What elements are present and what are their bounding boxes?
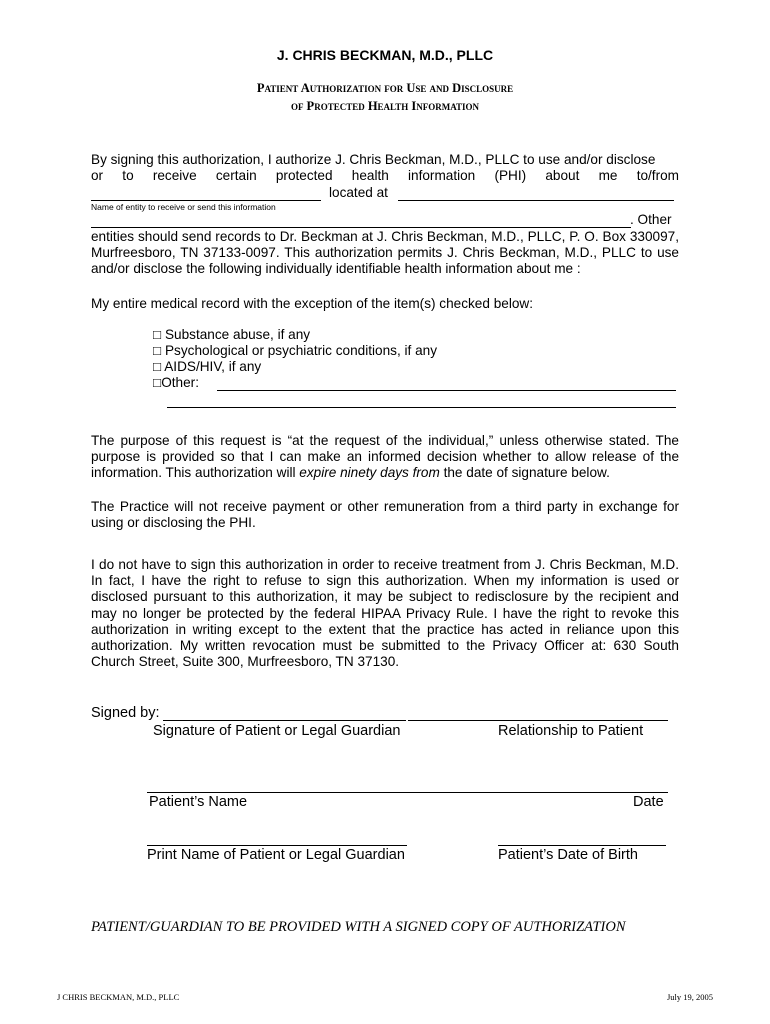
- checkbox-other[interactable]: □Other:: [153, 375, 199, 390]
- print-name-field[interactable]: [147, 845, 407, 846]
- other-field-line2[interactable]: [167, 407, 676, 408]
- signature-field[interactable]: [163, 720, 406, 721]
- entity-name-field[interactable]: [91, 200, 321, 201]
- payment-paragraph: The Practice will not receive payment or other remuneration from a third party in exchange for using or disclosing the PHI.: [91, 499, 679, 531]
- dob-label: Patient’s Date of Birth: [498, 847, 638, 863]
- checkbox-substance-abuse[interactable]: □ Substance abuse, if any: [153, 327, 311, 342]
- patient-name-label: Patient’s Name: [149, 794, 248, 810]
- dob-field[interactable]: [498, 845, 666, 846]
- print-name-label: Print Name of Patient or Legal Guardian: [147, 847, 405, 863]
- checkbox-psychological[interactable]: □ Psychological or psychiatric conditions, if any: [153, 343, 437, 358]
- form-subtitle-line1: Patient Authorization for Use and Disclosure: [256, 81, 514, 95]
- copy-notice: PATIENT/GUARDIAN TO BE PROVIDED WITH A SIGNED COPY OF AUTHORIZATION: [91, 919, 626, 935]
- purpose-paragraph: The purpose of this request is “at the request of the individual,” unless otherwise stated. The purpose is provided so that I can make an informed decision whether to allow release of the information. This authorization will expire ninety days from the date of signature below.: [91, 433, 679, 481]
- checkbox-aids-hiv[interactable]: □ AIDS/HIV, if any: [153, 359, 262, 374]
- purpose-italic: expire ninety days from: [299, 465, 440, 481]
- signed-by-label: Signed by:: [91, 705, 160, 721]
- footer-practice: J CHRIS BECKMAN, M.D., PLLC: [57, 992, 180, 1002]
- entity-address-field[interactable]: [398, 200, 674, 201]
- relationship-field[interactable]: [408, 720, 668, 721]
- located-at-label: located at: [329, 185, 388, 200]
- records-lead: My entire medical record with the exception of the item(s) checked below:: [91, 296, 533, 311]
- patient-name-field[interactable]: [147, 792, 668, 793]
- relationship-label: Relationship to Patient: [498, 723, 644, 739]
- intro-rest: entities should send records to Dr. Beckman at J. Chris Beckman, M.D., PLLC, P. O. Box 330097, Murfreesboro, TN 37133-0097. This authorization permits J. Chris Beckman, M.D., PLLC to use and/or disclose the following individually identifiable health information about me :: [91, 229, 679, 277]
- date-label: Date: [633, 794, 664, 810]
- signature-label: Signature of Patient or Legal Guardian: [153, 723, 401, 739]
- entity-caption: Name of entity to receive or send this information: [91, 202, 276, 212]
- other-suffix: . Other: [630, 212, 672, 227]
- intro-line2: or to receive certain protected health information (PHI) about me to/from: [91, 168, 679, 183]
- rights-paragraph: I do not have to sign this authorization in order to receive treatment from J. Chris Beckman, M.D. In fact, I have the right to refuse to sign this authorization. When my information is used or disclosed pursuant to this authorization, it may be subject to redisclosure by the recipient and may no longer be protected by the federal HIPAA Privacy Rule. I have the right to revoke this authorization in writing except to the extent that the practice has acted in reliance upon this authorization. My written revocation must be submitted to the Privacy Officer at: 630 South Church Street, Suite 300, Murfreesboro, TN 37130.: [91, 557, 679, 670]
- other-field-line1[interactable]: [217, 390, 676, 391]
- footer-date: July 19, 2005: [666, 992, 713, 1002]
- intro-line1: By signing this authorization, I authorize J. Chris Beckman, M.D., PLLC to use and/or disclose: [91, 152, 656, 167]
- form-subtitle-line2: of Protected Health Information: [290, 99, 480, 113]
- page-title: J. CHRIS BECKMAN, M.D., PLLC: [276, 47, 494, 63]
- entity-address-line2-field[interactable]: [91, 227, 631, 228]
